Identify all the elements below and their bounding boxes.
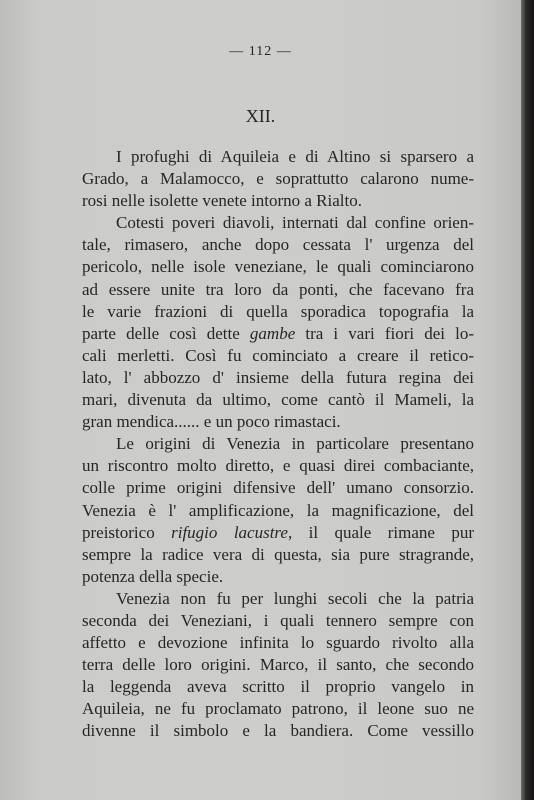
- body-text: [82, 146, 474, 743]
- text-line: lato, l' abbozzo d' insieme della futura regina dei: [82, 367, 474, 387]
- text-line: Cotesti poveri diavoli, internati dal confine orien-: [116, 213, 474, 233]
- text-line: un riscontro molto diretto, e quasi direi combaciante,: [82, 456, 474, 476]
- paragraph-2: [82, 212, 474, 433]
- text-line: sempre la radice vera di questa, sia pure stragrande,: [82, 544, 474, 564]
- text-line: tale, rimasero, anche dopo cessata l' urgenza del: [82, 235, 474, 255]
- text-line: gran mendica...... e un poco rimastaci.: [82, 412, 341, 432]
- chapter-heading: XII.: [245, 106, 276, 126]
- text-line: Le origini di Venezia in particolare presentano: [116, 434, 474, 454]
- book-edge: [521, 0, 534, 800]
- text-line: rosi nelle isolette venete intorno a Rialto.: [82, 191, 362, 211]
- italic-phrase: gambe: [249, 323, 296, 343]
- text-line: pericolo, nelle isole veneziane, le quali cominciarono: [82, 257, 474, 277]
- text-line: mari, divenuta da ultimo, come cantò il Mameli, la: [82, 390, 474, 410]
- paragraph-3: [82, 433, 474, 588]
- text-line: potenza della specie.: [82, 566, 224, 586]
- page-number: — 112 —: [229, 44, 292, 59]
- text-line: Venezia è l' amplificazione, la magnificazione, del: [82, 500, 474, 520]
- text-line: affetto e devozione infinita lo sguardo rivolto alla: [82, 633, 474, 653]
- text-line: parte delle così dette gambe tra i vari fiori dei lo-: [82, 323, 474, 343]
- text-line: la leggenda aveva scritto il proprio vangelo in: [82, 677, 474, 697]
- text-line: Aquileia, ne fu proclamato patrono, il leone suo ne: [82, 699, 474, 719]
- text-line: Venezia non fu per lunghi secoli che la patria: [116, 588, 474, 608]
- text-line: Grado, a Malamocco, e soprattutto calarono nume-: [82, 169, 474, 189]
- text-line: cali merletti. Così fu cominciato a creare il retico-: [82, 345, 474, 365]
- text-line: colle prime origini difensive dell' umano consorzio.: [82, 478, 474, 498]
- paragraph-4: [82, 588, 474, 743]
- text-line: I profughi di Aquileia e di Altino si sparsero a: [116, 147, 474, 166]
- text-line: ad essere unite tra loro da ponti, che facevano fra: [82, 279, 474, 299]
- text-line: le varie frazioni di quella sporadica topografia la: [82, 301, 474, 321]
- text-line: terra delle loro origini. Marco, il santo, che secondo: [82, 655, 474, 675]
- text-line: preistorico rifugio lacustre, il quale rimane pur: [82, 522, 474, 542]
- text-line: seconda dei Veneziani, i quali tennero sempre con: [82, 610, 474, 630]
- italic-phrase: rifugio lacustre: [171, 522, 288, 542]
- text-line: divenne il simbolo e la bandiera. Come vessillo: [82, 721, 474, 741]
- paragraph-1: [82, 146, 474, 212]
